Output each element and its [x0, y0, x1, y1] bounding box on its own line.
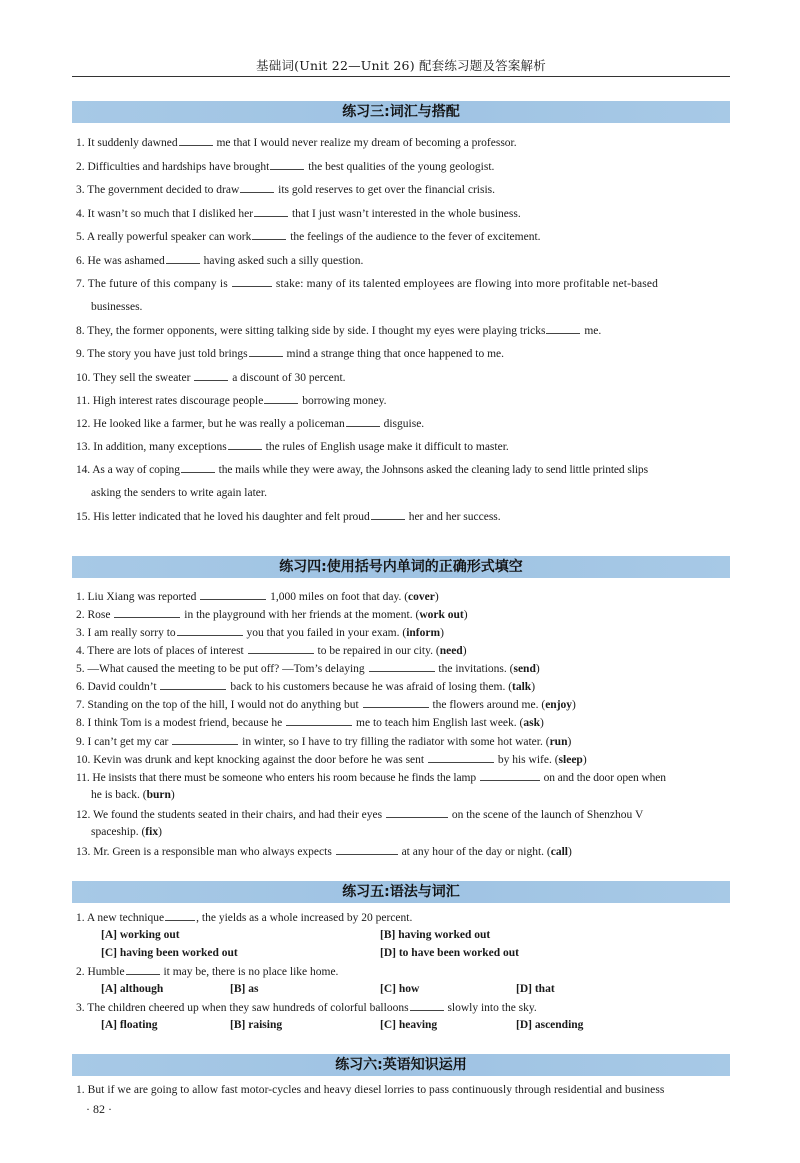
question-row: 1. It suddenly dawned me that I would never realize my dream of becoming a professor.: [76, 134, 730, 151]
option-b: [B] having worked out: [380, 929, 491, 941]
question-row: 6. He was ashamed having asked such a silly question.: [76, 252, 730, 269]
option-a: [A] working out: [101, 929, 180, 941]
option-a: [A] although: [101, 983, 164, 995]
running-header: 基础词(Unit 22—Unit 26) 配套练习题及答案解析: [256, 58, 546, 73]
question-row: 11. He insists that there must be someone who enters his room because he finds the lamp on and the door open when: [76, 769, 730, 786]
question-row: 10. Kevin was drunk and kept knocking against the door before he was sent by his wife. (sleep): [76, 751, 730, 768]
question-row: 1. But if we are going to allow fast motor-cycles and heavy diesel lorries to pass continuously through residential and business: [76, 1084, 665, 1096]
section-title-cloze: 练习六:英语知识运用: [72, 1054, 730, 1076]
question-row: 7. The future of this company is stake: many of its talented employees are flowing into more profitable net-based: [76, 275, 730, 292]
question-row: 4. There are lots of places of interest to be repaired in our city. (need): [76, 642, 730, 659]
question-row: 10. They sell the sweater a discount of 30 percent.: [76, 369, 730, 386]
question-continuation: spaceship. (fix): [91, 826, 162, 838]
option-c: [C] heaving: [380, 1019, 438, 1031]
question-row: 8. I think Tom is a modest friend, because he me to teach him English last week. (ask): [76, 714, 730, 731]
question-row: 2. Rose in the playground with her friends at the moment. (work out): [76, 606, 730, 623]
option-d: [D] that: [516, 983, 555, 995]
option-c: [C] how: [380, 983, 420, 995]
question-row: 1. Liu Xiang was reported 1,000 miles on foot that day. (cover): [76, 588, 730, 605]
question-row: 3. The government decided to draw its gold reserves to get over the financial crisis.: [76, 181, 730, 198]
question-row: 9. The story you have just told brings mind a strange thing that once happened to me.: [76, 345, 730, 362]
option-d: [D] to have been worked out: [380, 947, 519, 959]
question-row: 13. Mr. Green is a responsible man who always expects at any hour of the day or night. (call): [76, 843, 730, 860]
question-row: 5. A really powerful speaker can work the feelings of the audience to the fever of excitement.: [76, 228, 730, 245]
section-title-grammar: 练习五:语法与词汇: [72, 881, 730, 903]
question-continuation: he is back. (burn): [91, 789, 175, 801]
question-row: 14. As a way of coping the mails while they were away, the Johnsons asked the cleaning lady to send little printed slips: [76, 461, 730, 478]
question-row: 4. It wasn’t so much that I disliked her that I just wasn’t interested in the whole business.: [76, 205, 730, 222]
question-row: 5. —What caused the meeting to be put off? —Tom’s delaying the invitations. (send): [76, 660, 730, 677]
option-c: [C] having been worked out: [101, 947, 238, 959]
question-row: 7. Standing on the top of the hill, I would not do anything but the flowers around me. (enjoy): [76, 696, 730, 713]
question-row: 12. We found the students seated in their chairs, and had their eyes on the scene of the launch of Shenzhou V: [76, 806, 730, 823]
question-row: 3. I am really sorry to you that you failed in your exam. (inform): [76, 624, 730, 641]
option-b: [B] raising: [230, 1019, 283, 1031]
question-row: 11. High interest rates discourage people borrowing money.: [76, 392, 730, 409]
option-b: [B] as: [230, 983, 259, 995]
header-divider: [72, 76, 730, 77]
question-row: 6. David couldn’t back to his customers because he was afraid of losing them. (talk): [76, 678, 730, 695]
question-row: 1. A new technique , the yields as a whole increased by 20 percent.: [76, 909, 730, 926]
section-title-vocabulary: 练习三:词汇与搭配: [72, 101, 730, 123]
question-row: 8. They, the former opponents, were sitting talking side by side. I thought my eyes were playing tricks me.: [76, 322, 730, 339]
question-row: 9. I can’t get my car in winter, so I have to try filling the radiator with some hot water. (run): [76, 733, 730, 750]
question-row: 12. He looked like a farmer, but he was really a policeman disguise.: [76, 415, 730, 432]
option-a: [A] floating: [101, 1019, 158, 1031]
question-continuation: asking the senders to write again later.: [91, 487, 267, 499]
section-title-word-forms: 练习四:使用括号内单词的正确形式填空: [72, 556, 730, 578]
question-continuation: businesses.: [91, 301, 143, 313]
option-d: [D] ascending: [516, 1019, 584, 1031]
question-row: 13. In addition, many exceptions the rules of English usage make it difficult to master.: [76, 438, 730, 455]
question-row: 2. Difficulties and hardships have brought the best qualities of the young geologist.: [76, 158, 730, 175]
page-number: · 82 ·: [86, 1102, 112, 1116]
question-row: 15. His letter indicated that he loved his daughter and felt proud her and her success.: [76, 508, 730, 525]
question-row: 3. The children cheered up when they saw hundreds of colorful balloons slowly into the sky.: [76, 999, 730, 1016]
question-row: 2. Humble it may be, there is no place like home.: [76, 963, 730, 980]
